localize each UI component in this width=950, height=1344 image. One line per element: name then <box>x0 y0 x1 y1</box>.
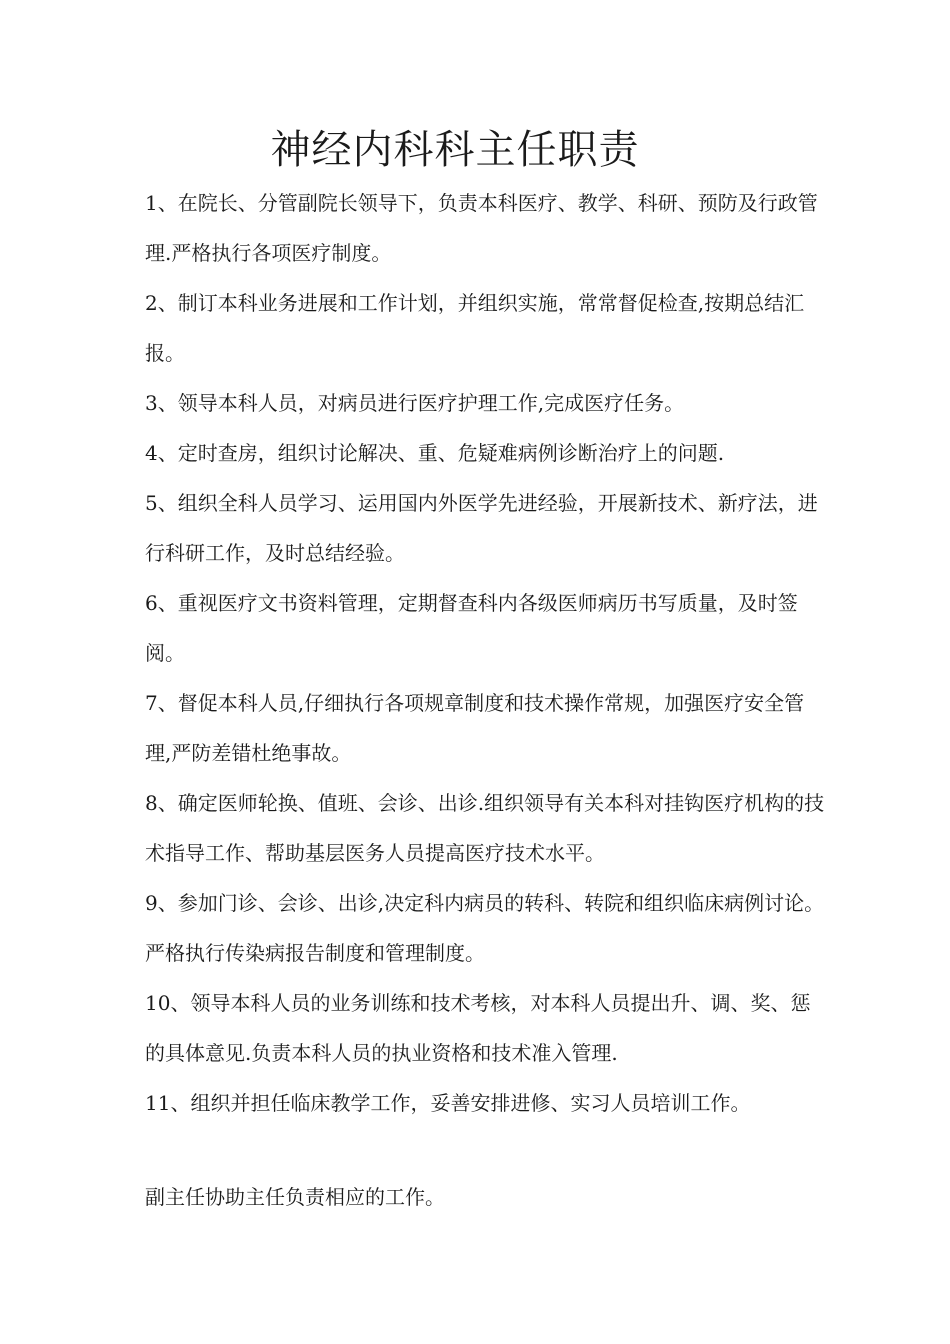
duty-item-11: 11、组织并担任临床教学工作，妥善安排进修、实习人员培训工作。 <box>145 1091 751 1115</box>
duty-item-1: 1、在院长、分管副院长领导下，负责本科医疗、教学、科研、预防及行政管理.严格执行各项医疗制度。 <box>145 191 818 265</box>
duty-item-2: 2、制订本科业务进展和工作计划，并组织实施，常常督促检查,按期总结汇报。 <box>145 291 805 365</box>
duty-item-10: 10、领导本科人员的业务训练和技术考核，对本科人员提出升、调、奖、惩的具体意见.负责本科人员的执业资格和技术准入管理. <box>145 991 811 1065</box>
duty-item-6: 6、重视医疗文书资料管理，定期督查科内各级医师病历书写质量，及时签阅。 <box>145 591 798 665</box>
duty-item-4: 4、定时查房，组织讨论解决、重、危疑难病例诊断治疗上的问题. <box>145 441 725 465</box>
closing-note: 副主任协助主任负责相应的工作。 <box>145 1185 445 1209</box>
duty-item-3: 3、领导本科人员，对病员进行医疗护理工作,完成医疗任务。 <box>145 391 685 415</box>
duty-item-8: 8、确定医师轮换、值班、会诊、出诊.组织领导有关本科对挂钩医疗机构的技术指导工作、帮助基层医务人员提高医疗技术水平。 <box>145 791 825 865</box>
page-title: 神经内科科主任职责 <box>270 127 640 173</box>
duty-item-7: 7、督促本科人员,仔细执行各项规章制度和技术操作常规，加强医疗安全管理,严防差错杜绝事故。 <box>145 691 805 765</box>
duty-item-5: 5、组织全科人员学习、运用国内外医学先进经验，开展新技术、新疗法，进行科研工作，及时总结经验。 <box>145 491 818 565</box>
duty-list <box>145 178 825 1128</box>
duty-item-9: 9、参加门诊、会诊、出诊,决定科内病员的转科、转院和组织临床病例讨论。严格执行传染病报告制度和管理制度。 <box>145 891 825 965</box>
